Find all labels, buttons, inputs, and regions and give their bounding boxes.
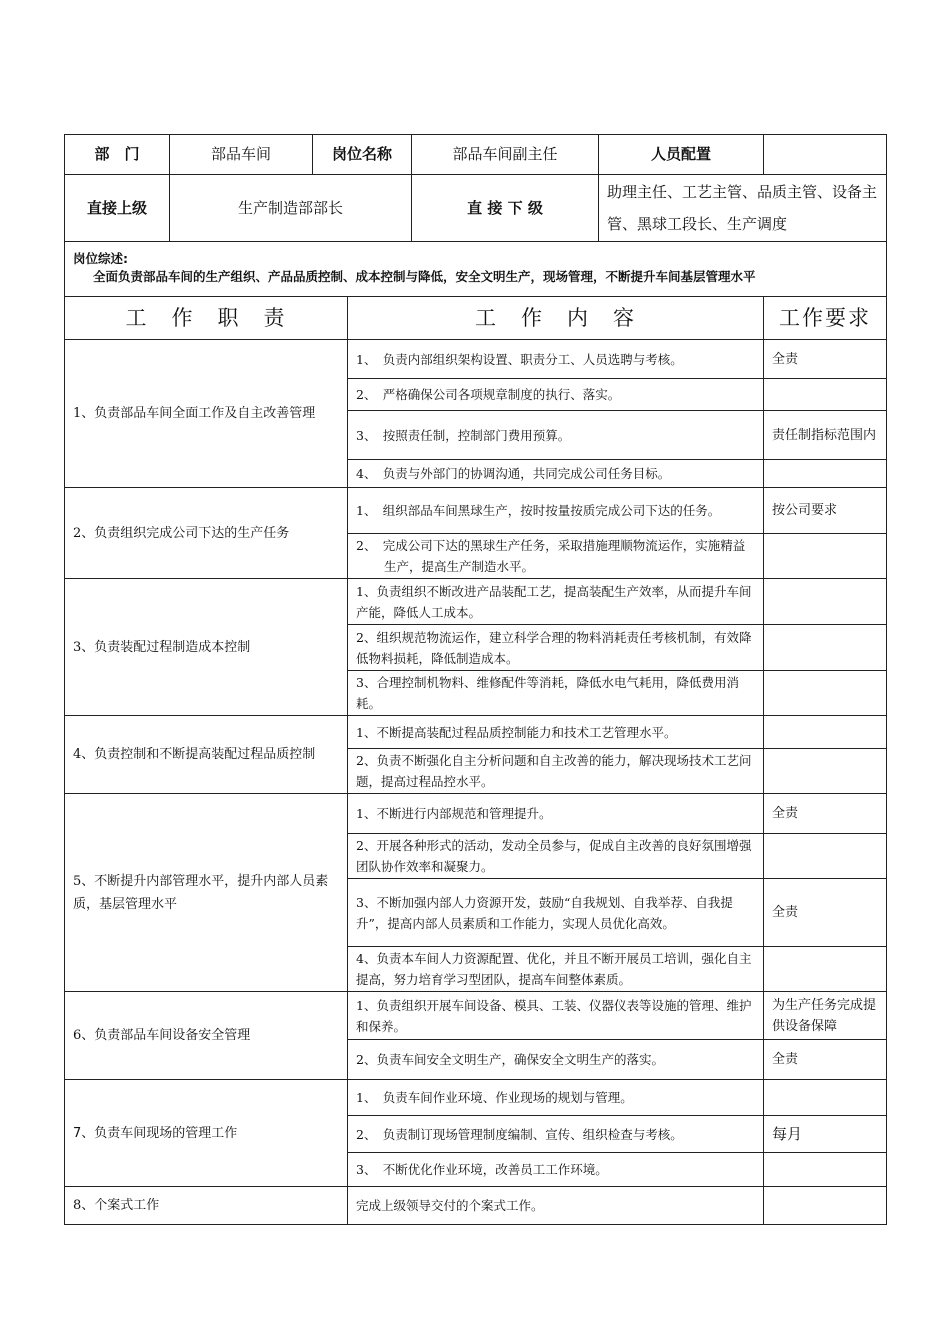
duty-requirement [764, 534, 887, 579]
position-label: 岗位名称 [313, 135, 412, 175]
duty-requirement [764, 1080, 887, 1116]
duty-item: 2、 完成公司下达的黑球生产任务，采取措施理顺物流运作，实施精益生产，提高生产制造水平。 [348, 534, 764, 579]
duty-requirement: 每月 [764, 1116, 887, 1153]
position-value: 部品车间副主任 [412, 135, 599, 175]
duty-requirement [764, 625, 887, 671]
duty-requirement: 全责 [764, 879, 887, 947]
superior-value: 生产制造部部长 [170, 175, 412, 242]
duty-item: 2、 严格确保公司各项规章制度的执行、落实。 [348, 379, 764, 411]
summary-title: 岗位综述: [73, 251, 128, 266]
dept-value: 部品车间 [170, 135, 313, 175]
duty-requirement [764, 947, 887, 992]
requirements-column-header: 工作要求 [764, 297, 887, 340]
duty-title: 5、不断提升内部管理水平，提升内部人员素质，基层管理水平 [65, 794, 348, 992]
duty-requirement [764, 671, 887, 716]
duty-title: 6、负责部品车间设备安全管理 [65, 992, 348, 1080]
duty-requirement [764, 834, 887, 879]
duty-title: 8、个案式工作 [65, 1187, 348, 1225]
duty-requirement: 全责 [764, 340, 887, 379]
duty-title: 2、负责组织完成公司下达的生产任务 [65, 488, 348, 579]
duty-item: 2、负责不断强化自主分析问题和自主改善的能力，解决现场技术工艺问题，提高过程品控水平。 [348, 749, 764, 794]
duty-requirement [764, 579, 887, 625]
duty-title: 7、负责车间现场的管理工作 [65, 1080, 348, 1187]
position-summary [65, 242, 887, 297]
job-description-table [64, 134, 887, 1225]
duty-item: 2、组织规范物流运作，建立科学合理的物料消耗责任考核机制，有效降低物料损耗，降低制造成本。 [348, 625, 764, 671]
duty-title: 3、负责装配过程制造成本控制 [65, 579, 348, 716]
duty-item: 3、 不断优化作业环境，改善员工工作环境。 [348, 1153, 764, 1187]
subordinate-value: 助理主任、工艺主管、品质主管、设备主管、黑球工段长、生产调度 [599, 175, 887, 242]
duty-requirement: 责任制指标范围内 [764, 411, 887, 460]
staffing-label: 人员配置 [599, 135, 764, 175]
summary-text: 全面负责部品车间的生产组织、产品品质控制、成本控制与降低，安全文明生产，现场管理，不断提升车间基层管理水平 [93, 269, 756, 284]
dept-label: 部 门 [65, 135, 170, 175]
duty-item: 1、 组织部品车间黑球生产，按时按量按质完成公司下达的任务。 [348, 488, 764, 534]
duty-requirement: 为生产任务完成提供设备保障 [764, 992, 887, 1040]
superior-label: 直接上级 [65, 175, 170, 242]
duty-requirement [764, 716, 887, 749]
duty-item: 1、 负责内部组织架构设置、职责分工、人员选聘与考核。 [348, 340, 764, 379]
duty-item: 2、开展各种形式的活动，发动全员参与，促成自主改善的良好氛围增强团队协作效率和凝聚力。 [348, 834, 764, 879]
duty-requirement [764, 460, 887, 488]
job-description-document [64, 134, 886, 1225]
duty-title: 4、负责控制和不断提高装配过程品质控制 [65, 716, 348, 794]
duty-requirement [764, 379, 887, 411]
content-column-header: 工 作 内 容 [348, 297, 764, 340]
duty-item: 3、不断加强内部人力资源开发，鼓励“自我规划、自我举荐、自我提升”，提高内部人员素质和工作能力，实现人员优化高效。 [348, 879, 764, 947]
duty-requirement: 全责 [764, 1040, 887, 1080]
duty-requirement [764, 749, 887, 794]
duty-item: 1、不断提高装配过程品质控制能力和技术工艺管理水平。 [348, 716, 764, 749]
duty-title: 1、负责部品车间全面工作及自主改善管理 [65, 340, 348, 488]
duties-column-header: 工 作 职 责 [65, 297, 348, 340]
duty-item: 1、 负责车间作业环境、作业现场的规划与管理。 [348, 1080, 764, 1116]
duty-item: 1、不断进行内部规范和管理提升。 [348, 794, 764, 834]
duty-requirement: 按公司要求 [764, 488, 887, 534]
duty-item: 3、合理控制机物料、维修配件等消耗，降低水电气耗用，降低费用消耗。 [348, 671, 764, 716]
duty-item: 完成上级领导交付的个案式工作。 [348, 1187, 764, 1225]
duty-requirement [764, 1153, 887, 1187]
duty-item: 2、负责车间安全文明生产，确保安全文明生产的落实。 [348, 1040, 764, 1080]
duty-item: 2、 负责制订现场管理制度编制、宣传、组织检查与考核。 [348, 1116, 764, 1153]
duty-item: 1、负责组织不断改进产品装配工艺，提高装配生产效率，从而提升车间产能，降低人工成本。 [348, 579, 764, 625]
duty-requirement [764, 1187, 887, 1225]
duty-item: 4、 负责与外部门的协调沟通，共同完成公司任务目标。 [348, 460, 764, 488]
duty-item: 3、 按照责任制，控制部门费用预算。 [348, 411, 764, 460]
staffing-value [764, 135, 887, 175]
subordinate-label: 直 接 下 级 [412, 175, 599, 242]
duty-item: 4、负责本车间人力资源配置、优化，并且不断开展员工培训，强化自主提高，努力培育学习型团队，提高车间整体素质。 [348, 947, 764, 992]
duty-requirement: 全责 [764, 794, 887, 834]
duty-item: 1、负责组织开展车间设备、模具、工装、仪器仪表等设施的管理、维护和保养。 [348, 992, 764, 1040]
